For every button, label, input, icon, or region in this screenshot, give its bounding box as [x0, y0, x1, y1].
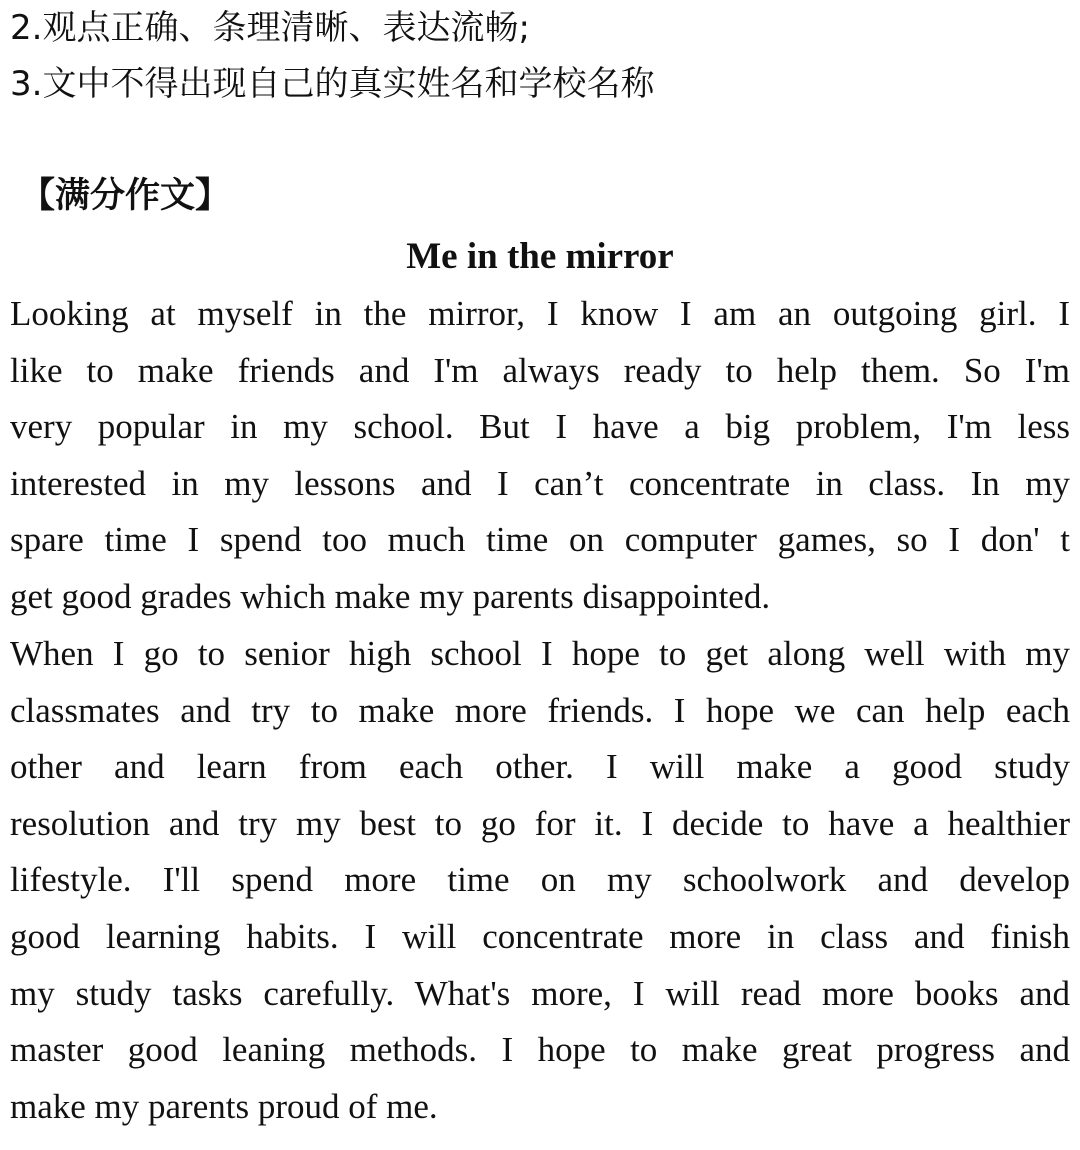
paragraph-line: get good grades which make my parents disappointed.: [10, 576, 771, 616]
paragraph-line: like to make friends and I'm always ready to help them. So I'm: [10, 350, 1070, 390]
requirement-item-3: 3.文中不得出现自己的真实姓名和学校名称: [10, 64, 655, 104]
paragraph-line: very popular in my school. But I have a big problem, I'm less: [10, 407, 1070, 447]
paragraph-line: master good leaning methods. I hope to make great progress and: [10, 1030, 1070, 1070]
essay-paragraph-1: [10, 286, 1070, 626]
section-heading: 【满分作文】: [20, 176, 231, 216]
paragraph-line: lifestyle. I'll spend more time on my schoolwork and develop: [10, 860, 1070, 900]
essay-title: Me in the mirror: [406, 236, 674, 277]
paragraph-line: spare time I spend too much time on computer games, so I don' t: [10, 520, 1070, 560]
paragraph-line: When I go to senior high school I hope to get along well with my: [10, 634, 1070, 673]
requirement-item-2: 2.观点正确、条理清晰、表达流畅;: [10, 8, 530, 48]
paragraph-line: Looking at myself in the mirror, I know I am an outgoing girl. I: [10, 294, 1070, 333]
paragraph-line: my study tasks carefully. What's more, I will read more books and: [10, 973, 1070, 1013]
paragraph-line: classmates and try to make more friends. I hope we can help each: [10, 690, 1070, 730]
paragraph-line: good learning habits. I will concentrate more in class and finish: [10, 916, 1070, 956]
paragraph-line: resolution and try my best to go for it. I decide to have a healthier: [10, 803, 1070, 843]
essay-paragraph-2: [10, 626, 1070, 1135]
paragraph-line: other and learn from each other. I will make a good study: [10, 747, 1070, 787]
paragraph-line: make my parents proud of me.: [10, 1086, 438, 1126]
paragraph-line: interested in my lessons and I can’t concentrate in class. In my: [10, 463, 1070, 503]
